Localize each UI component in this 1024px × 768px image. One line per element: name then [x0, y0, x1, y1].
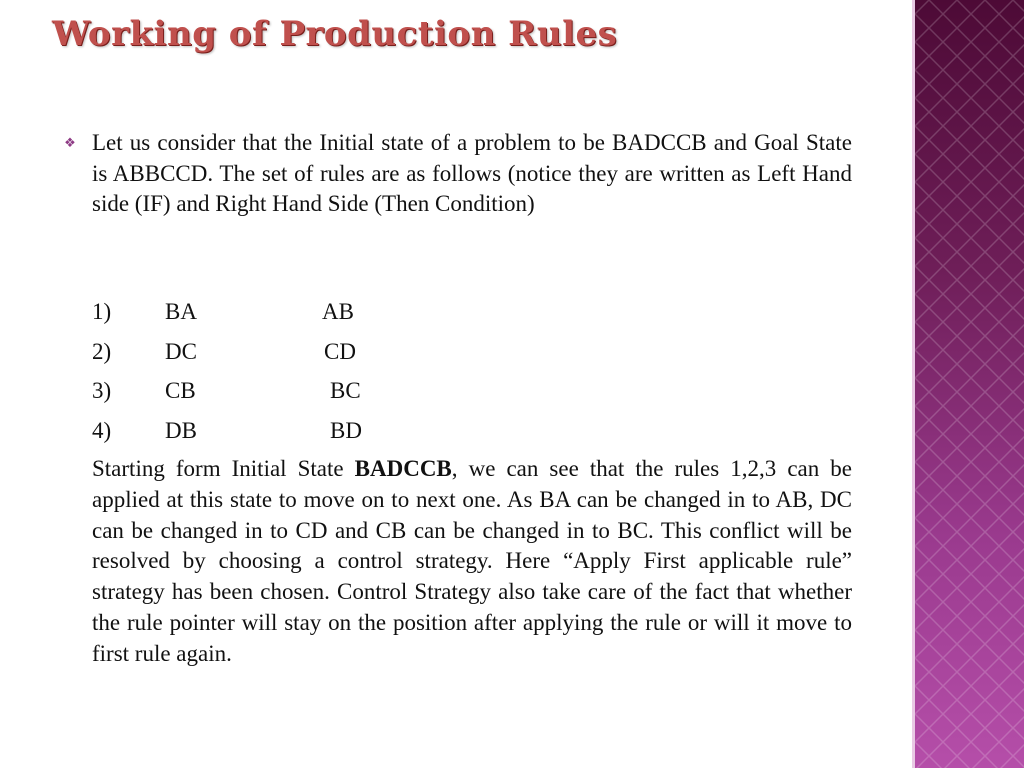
- rule-right-side: CD: [324, 338, 356, 364]
- rule-right-side: BC: [330, 378, 361, 403]
- rule-left-side: DC: [165, 338, 197, 364]
- rules-list: [92, 296, 492, 454]
- rule-row: [92, 336, 492, 376]
- rule-right-side: AB: [322, 299, 354, 324]
- decorative-side-panel: [912, 0, 1024, 768]
- explanation-body: , we can see that the rules 1,2,3 can be applied at this state to move on to next one. As BA can be changed in to AB, DC can be changed in to CD and CB can be changed in to BC. This conflict will be resolved by choosing a control strategy. Here “Apply First applicable rule” strategy has been chosen. Control Strategy also take care of the fact that whether the rule pointer will stay on the position after applying the rule or will it move to first rule again.: [92, 456, 852, 666]
- rule-right-side: BD: [330, 417, 362, 443]
- rule-number: 1): [92, 299, 112, 324]
- slide-title: Working of Production Rules: [52, 14, 618, 54]
- intro-bullet: [62, 128, 852, 220]
- rule-number: 4): [92, 417, 112, 443]
- rule-left-side: CB: [165, 378, 196, 403]
- explanation-prefix: Starting form Initial State: [92, 456, 355, 481]
- diamond-pattern-icon: [915, 0, 1024, 768]
- rule-left-side: DB: [165, 417, 197, 443]
- intro-paragraph: Let us consider that the Initial state of a problem to be BADCCB and Goal State is ABBCCD. The set of rules are as follows (notice they are written as Left Hand side (IF) and Right Hand Side (Then Condition): [92, 130, 852, 216]
- rule-number: 2): [92, 338, 112, 364]
- rule-row: [92, 375, 492, 415]
- explanation-paragraph: [92, 454, 852, 670]
- rule-row: [92, 415, 492, 455]
- diamond-bullet-icon: ❖: [64, 136, 76, 151]
- rule-left-side: BA: [165, 299, 197, 324]
- initial-state-bold: BADCCB: [354, 456, 452, 481]
- rule-number: 3): [92, 378, 112, 403]
- rule-row: [92, 296, 492, 336]
